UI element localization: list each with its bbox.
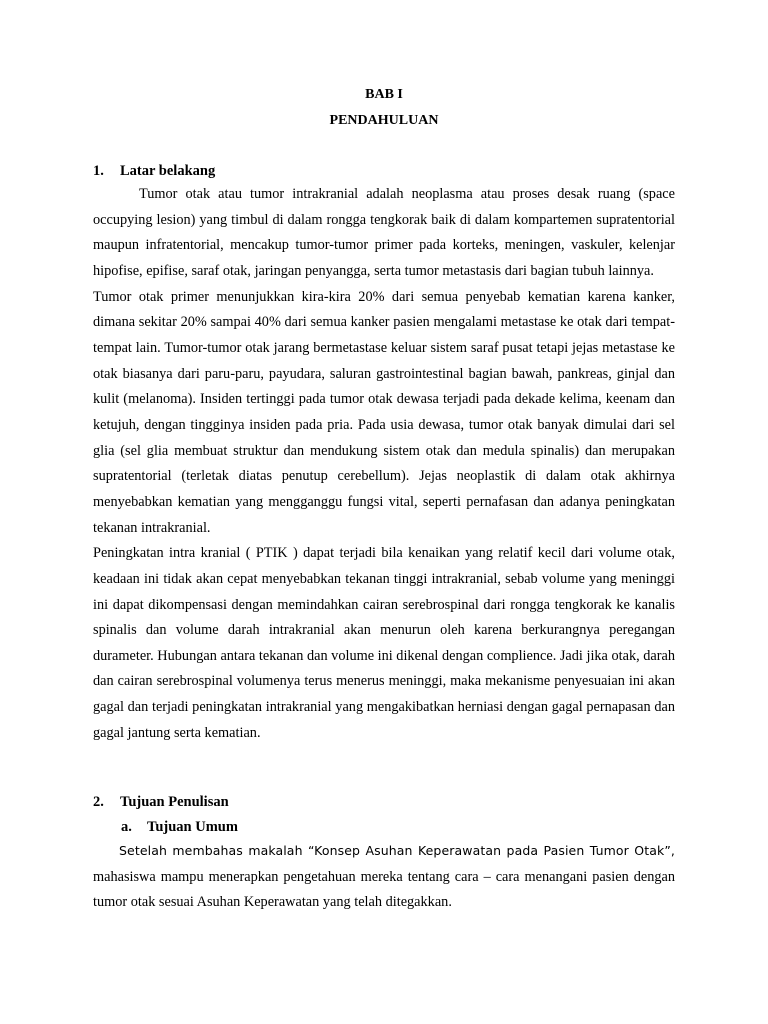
section-number: 2. — [93, 794, 104, 810]
paragraph: Tumor otak primer menunjukkan kira-kira 20% dari semua penyebab kematian karena kanker, dimana sekitar 20% sampai 40% dari semua kanker pasien mengalami metastase ke otak dari tempat-tempat lain. Tumor-tumor otak jarang bermetastase keluar sistem saraf pusat tetapi jejas metastase ke otak biasanya dari paru-paru, payudara, saluran gastrointestinal bagian bawah, pankreas, ginjal dan kulit (melanoma). Insiden tertinggi pada tumor otak dewasa terjadi pada dekade kelima, keenam dan ketujuh, dengan tingginya insiden pada pria. Pada usia dewasa, tumor otak banyak dimulai dari sel glia (sel glia membuat struktur dan mendukung sistem otak dan medula spinalis) dan merupakan supratentorial (terletak diatas penutup cerebellum). Jejas neoplastik di dalam otak akhirnya menyebabkan kematian yang mengganggu fungsi vital, seperti pernafasan dan adanya peningkatan tekanan intrakranial. — [93, 288, 675, 536]
paragraph: Peningkatan intra kranial ( PTIK ) dapat terjadi bila kenaikan yang relatif kecil dari volume otak, keadaan ini tidak akan cepat menyebabkan tekanan tinggi intrakranial, sebab volume yang meninggi ini dapat dikompensasi dengan memindahkan cairan serebrospinal dari rongga tengkorak ke kanalis spinalis dan volume darah intrakranial akan menurun oleh karena berkurangnya peregangan durameter. Hubungan antara tekanan dan volume ini dikenal dengan complience. Jadi jika otak, darah dan cairan serebrospinal volumenya terus menerus meninggi, maka mekanisme penyesuaian ini akan gagal dan terjadi peningkatan intrakranial yang mengakibatkan herniasi dengan gagal pernapasan dan gagal jantung serta kematian. — [93, 545, 675, 741]
section-heading-tujuan-penulisan — [93, 794, 229, 811]
section-body-latar-belakang — [93, 182, 675, 746]
section-body-tujuan-umum — [93, 838, 675, 916]
section-heading-latar-belakang — [93, 163, 215, 180]
section-number: 1. — [93, 163, 104, 179]
section-title: Tujuan Penulisan — [120, 794, 229, 810]
section-title: Latar belakang — [120, 163, 216, 179]
paragraph: Tumor otak atau tumor intrakranial adalah neoplasma atau proses desak ruang (space occupying lesion) yang timbul di dalam rongga tengkorak baik di dalam kompartemen supratentorial maupun infratentorial, mencakup tumor-tumor primer pada korteks, meningen, vaskuler, kelenjar hipofise, epifise, saraf otak, jaringan penyangga, serta tumor metastasis dari bagian tubuh lainnya. — [93, 186, 675, 279]
subsection-letter: a. — [121, 819, 132, 835]
chapter-title: PENDAHULUAN — [329, 113, 439, 128]
subsection-title: Tujuan Umum — [147, 819, 238, 835]
paragraph-rest: mahasiswa mampu menerapkan pengetahuan mereka tentang cara – cara menangani pasien dengan tumor otak sesuai Asuhan Keperawatan yang telah ditegakkan. — [93, 868, 675, 911]
paragraph — [93, 838, 675, 916]
paragraph-lead: Setelah membahas makalah “Konsep Asuhan Keperawatan pada Pasien Tumor Otak”, — [119, 843, 675, 858]
subsection-heading-tujuan-umum — [121, 819, 238, 836]
chapter-label: BAB I — [365, 87, 403, 102]
